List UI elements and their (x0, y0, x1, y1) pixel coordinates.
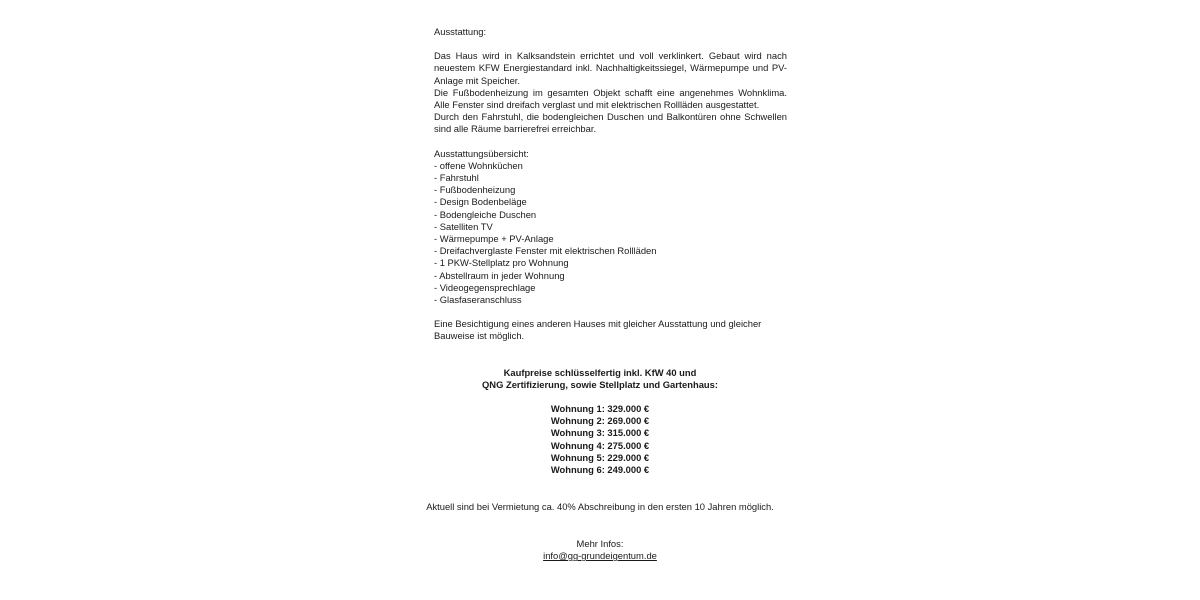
equipment-paragraph-3: Durch den Fahrstuhl, die bodengleichen Duschen und Balkontüren ohne Schwellen sind alle Räume barrierefrei erreichbar. (434, 111, 787, 135)
overview-heading: Ausstattungsübersicht: (434, 147, 529, 159)
list-item: - 1 PKW-Stellplatz pro Wohnung (434, 257, 569, 269)
price-row: Wohnung 2: 269.000 € (550, 415, 650, 427)
price-list (500, 403, 700, 476)
prices-title-line-1: Kaufpreise schlüsselfertig inkl. KfW 40 und (503, 367, 697, 378)
price-row: Wohnung 5: 229.000 € (550, 451, 650, 463)
contact-section (500, 538, 700, 562)
prices-title (430, 367, 770, 391)
overview-list (434, 160, 787, 306)
list-item: - Bodengleiche Duschen (434, 208, 537, 220)
list-item: - offene Wohnküchen (434, 159, 523, 171)
equipment-section (434, 50, 787, 135)
price-row: Wohnung 6: 249.000 € (550, 464, 650, 476)
list-item: - Glasfaseranschluss (434, 294, 522, 306)
price-row: Wohnung 1: 329.000 € (550, 403, 650, 414)
more-info-label: Mehr Infos: (576, 538, 624, 549)
document-body (434, 26, 787, 343)
equipment-paragraph-1: Das Haus wird in Kalksandstein errichtet und voll verklinkert. Gebaut wird nach neuestem KFW Energiestandard inkl. Nachhaltigkeitssiegel, Wärmepumpe und PV-Anlage mit Speicher. (434, 50, 787, 86)
list-item: - Dreifachverglaste Fenster mit elektrischen Rollläden (434, 245, 657, 257)
list-item: - Abstellraum in jeder Wohnung (434, 269, 565, 281)
prices-title-line-2: QNG Zertifizierung, sowie Stellplatz und Gartenhaus: (482, 379, 718, 391)
depreciation-note: Aktuell sind bei Vermietung ca. 40% Abschreibung in den ersten 10 Jahren möglich. (426, 501, 774, 512)
viewing-text: Eine Besichtigung eines anderen Hauses mit gleicher Ausstattung und gleicher Bauweise ist möglich. (434, 318, 762, 342)
email-link[interactable]: info@gg-grundeigentum.de (543, 550, 657, 562)
price-row: Wohnung 4: 275.000 € (550, 439, 650, 451)
overview-section (434, 148, 787, 307)
price-row: Wohnung 3: 315.000 € (550, 427, 650, 439)
list-item: - Satelliten TV (434, 220, 493, 232)
list-item: - Fahrstuhl (434, 172, 479, 184)
list-item: - Design Bodenbeläge (434, 196, 527, 208)
equipment-paragraph-2: Die Fußbodenheizung im gesamten Objekt schafft eine angenehmes Wohnklima. Alle Fenster sind dreifach verglast und mit elektrischen Rollläden ausgestattet. (434, 86, 787, 111)
list-item: - Fußbodenheizung (434, 184, 516, 196)
list-item: - Wärmepumpe + PV-Anlage (434, 233, 554, 245)
list-item: - Videogegensprechlage (434, 281, 536, 293)
equipment-heading: Ausstattung: (434, 26, 487, 37)
